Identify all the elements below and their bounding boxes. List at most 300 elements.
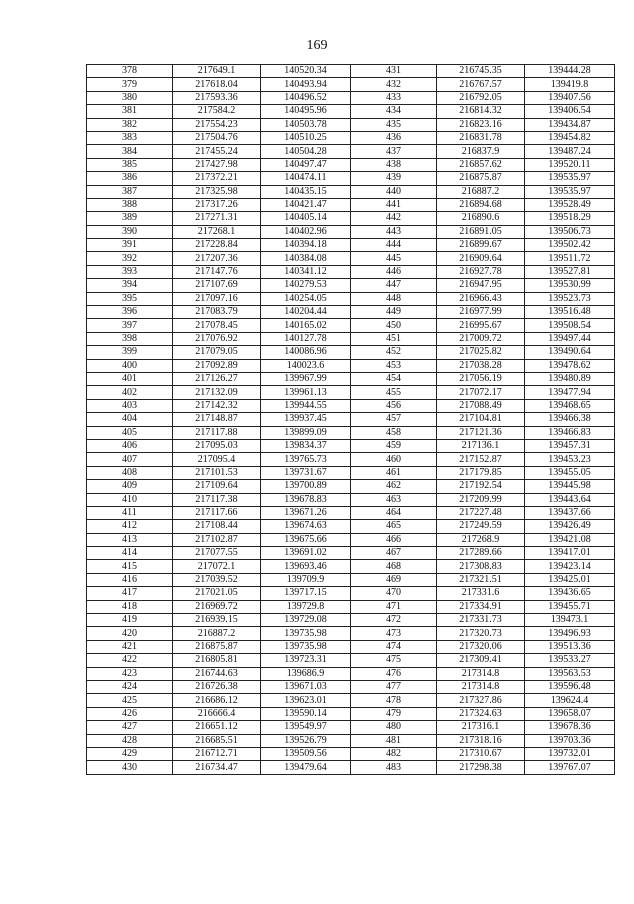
point-number-cell: 444 xyxy=(351,239,437,252)
point-number-cell: 470 xyxy=(351,587,437,600)
x-coordinate-cell: 217309.41 xyxy=(437,654,525,667)
y-coordinate-cell: 140510.25 xyxy=(261,131,351,144)
y-coordinate-cell: 139523.73 xyxy=(525,292,615,305)
point-number-cell: 418 xyxy=(87,600,173,613)
point-number-cell: 439 xyxy=(351,172,437,185)
table-row xyxy=(87,439,615,452)
y-coordinate-cell: 139700.89 xyxy=(261,480,351,493)
y-coordinate-cell: 139717.15 xyxy=(261,587,351,600)
point-number-cell: 441 xyxy=(351,198,437,211)
y-coordinate-cell: 140165.02 xyxy=(261,319,351,332)
y-coordinate-cell: 139732.01 xyxy=(525,747,615,760)
y-coordinate-cell: 139502.42 xyxy=(525,239,615,252)
x-coordinate-cell: 217314.8 xyxy=(437,667,525,680)
y-coordinate-cell: 139480.89 xyxy=(525,372,615,385)
point-number-cell: 408 xyxy=(87,466,173,479)
x-coordinate-cell: 217083.79 xyxy=(173,306,261,319)
point-number-cell: 381 xyxy=(87,105,173,118)
y-coordinate-cell: 139674.63 xyxy=(261,520,351,533)
table-row xyxy=(87,239,615,252)
x-coordinate-cell: 216899.67 xyxy=(437,239,525,252)
y-coordinate-cell: 139533.27 xyxy=(525,654,615,667)
point-number-cell: 423 xyxy=(87,667,173,680)
y-coordinate-cell: 139535.97 xyxy=(525,185,615,198)
point-number-cell: 433 xyxy=(351,91,437,104)
x-coordinate-cell: 217121.36 xyxy=(437,426,525,439)
x-coordinate-cell: 216744.63 xyxy=(173,667,261,680)
x-coordinate-cell: 217593.36 xyxy=(173,91,261,104)
point-number-cell: 409 xyxy=(87,480,173,493)
x-coordinate-cell: 217372.21 xyxy=(173,172,261,185)
point-number-cell: 450 xyxy=(351,319,437,332)
x-coordinate-cell: 217025.82 xyxy=(437,346,525,359)
x-coordinate-cell: 216805.81 xyxy=(173,654,261,667)
point-number-cell: 414 xyxy=(87,547,173,560)
point-number-cell: 398 xyxy=(87,332,173,345)
point-number-cell: 380 xyxy=(87,91,173,104)
point-number-cell: 382 xyxy=(87,118,173,131)
point-number-cell: 378 xyxy=(87,65,173,78)
table-row xyxy=(87,747,615,760)
y-coordinate-cell: 140520.34 xyxy=(261,65,351,78)
table-row xyxy=(87,667,615,680)
point-number-cell: 407 xyxy=(87,453,173,466)
x-coordinate-cell: 217088.49 xyxy=(437,399,525,412)
point-number-cell: 424 xyxy=(87,680,173,693)
y-coordinate-cell: 139473.1 xyxy=(525,614,615,627)
y-coordinate-cell: 139443.64 xyxy=(525,493,615,506)
point-number-cell: 471 xyxy=(351,600,437,613)
y-coordinate-cell: 139899.09 xyxy=(261,426,351,439)
y-coordinate-cell: 139478.62 xyxy=(525,359,615,372)
x-coordinate-cell: 217076.92 xyxy=(173,332,261,345)
table-row xyxy=(87,332,615,345)
point-number-cell: 478 xyxy=(351,694,437,707)
y-coordinate-cell: 139407.56 xyxy=(525,91,615,104)
x-coordinate-cell: 216685.51 xyxy=(173,734,261,747)
point-number-cell: 479 xyxy=(351,707,437,720)
y-coordinate-cell: 139506.73 xyxy=(525,225,615,238)
table-row xyxy=(87,654,615,667)
y-coordinate-cell: 139457.31 xyxy=(525,439,615,452)
x-coordinate-cell: 217101.53 xyxy=(173,466,261,479)
x-coordinate-cell: 217271.31 xyxy=(173,212,261,225)
x-coordinate-cell: 216831.78 xyxy=(437,131,525,144)
x-coordinate-cell: 217584.2 xyxy=(173,105,261,118)
table-row xyxy=(87,426,615,439)
table-row xyxy=(87,319,615,332)
point-number-cell: 406 xyxy=(87,439,173,452)
x-coordinate-cell: 217325.98 xyxy=(173,185,261,198)
y-coordinate-cell: 139944.55 xyxy=(261,399,351,412)
y-coordinate-cell: 140279.53 xyxy=(261,279,351,292)
x-coordinate-cell: 216927.78 xyxy=(437,265,525,278)
y-coordinate-cell: 139624.4 xyxy=(525,694,615,707)
x-coordinate-cell: 217209.99 xyxy=(437,493,525,506)
y-coordinate-cell: 139678.83 xyxy=(261,493,351,506)
y-coordinate-cell: 139508.54 xyxy=(525,319,615,332)
point-number-cell: 385 xyxy=(87,158,173,171)
x-coordinate-cell: 217072.17 xyxy=(437,386,525,399)
y-coordinate-cell: 139729.8 xyxy=(261,600,351,613)
point-number-cell: 425 xyxy=(87,694,173,707)
point-number-cell: 473 xyxy=(351,627,437,640)
x-coordinate-cell: 217317.26 xyxy=(173,198,261,211)
point-number-cell: 417 xyxy=(87,587,173,600)
point-number-cell: 446 xyxy=(351,265,437,278)
table-row xyxy=(87,480,615,493)
table-row xyxy=(87,533,615,546)
point-number-cell: 457 xyxy=(351,413,437,426)
y-coordinate-cell: 140405.14 xyxy=(261,212,351,225)
x-coordinate-cell: 217427.98 xyxy=(173,158,261,171)
page-number: 169 xyxy=(306,38,328,53)
point-number-cell: 468 xyxy=(351,560,437,573)
point-number-cell: 388 xyxy=(87,198,173,211)
y-coordinate-cell: 139468.65 xyxy=(525,399,615,412)
y-coordinate-cell: 140127.78 xyxy=(261,332,351,345)
x-coordinate-cell: 216966.43 xyxy=(437,292,525,305)
point-number-cell: 459 xyxy=(351,439,437,452)
table-row xyxy=(87,560,615,573)
x-coordinate-cell: 216890.6 xyxy=(437,212,525,225)
table-row xyxy=(87,761,615,774)
x-coordinate-cell: 217078.45 xyxy=(173,319,261,332)
x-coordinate-cell: 216875.87 xyxy=(437,172,525,185)
x-coordinate-cell: 216666.4 xyxy=(173,707,261,720)
table-row xyxy=(87,198,615,211)
y-coordinate-cell: 139530.99 xyxy=(525,279,615,292)
y-coordinate-cell: 139765.73 xyxy=(261,453,351,466)
y-coordinate-cell: 139729.08 xyxy=(261,614,351,627)
table-row xyxy=(87,306,615,319)
y-coordinate-cell: 139731.67 xyxy=(261,466,351,479)
table-row xyxy=(87,734,615,747)
table-row xyxy=(87,225,615,238)
point-number-cell: 413 xyxy=(87,533,173,546)
table-row xyxy=(87,627,615,640)
table-row xyxy=(87,520,615,533)
x-coordinate-cell: 217320.73 xyxy=(437,627,525,640)
point-number-cell: 474 xyxy=(351,640,437,653)
x-coordinate-cell: 217227.48 xyxy=(437,506,525,519)
y-coordinate-cell: 140086.96 xyxy=(261,346,351,359)
y-coordinate-cell: 139535.97 xyxy=(525,172,615,185)
y-coordinate-cell: 140495.96 xyxy=(261,105,351,118)
point-number-cell: 463 xyxy=(351,493,437,506)
y-coordinate-cell: 139496.93 xyxy=(525,627,615,640)
y-coordinate-cell: 139526.79 xyxy=(261,734,351,747)
point-number-cell: 383 xyxy=(87,131,173,144)
coordinates-table-body xyxy=(87,65,615,775)
table-row xyxy=(87,292,615,305)
table-row xyxy=(87,399,615,412)
point-number-cell: 387 xyxy=(87,185,173,198)
x-coordinate-cell: 217109.64 xyxy=(173,480,261,493)
point-number-cell: 426 xyxy=(87,707,173,720)
x-coordinate-cell: 216857.62 xyxy=(437,158,525,171)
y-coordinate-cell: 139623.01 xyxy=(261,694,351,707)
point-number-cell: 411 xyxy=(87,506,173,519)
point-number-cell: 403 xyxy=(87,399,173,412)
point-number-cell: 455 xyxy=(351,386,437,399)
x-coordinate-cell: 217021.05 xyxy=(173,587,261,600)
x-coordinate-cell: 217056.19 xyxy=(437,372,525,385)
x-coordinate-cell: 216894.68 xyxy=(437,198,525,211)
x-coordinate-cell: 216977.99 xyxy=(437,306,525,319)
point-number-cell: 434 xyxy=(351,105,437,118)
point-number-cell: 460 xyxy=(351,453,437,466)
point-number-cell: 379 xyxy=(87,78,173,91)
point-number-cell: 440 xyxy=(351,185,437,198)
x-coordinate-cell: 217039.52 xyxy=(173,573,261,586)
x-coordinate-cell: 216651.12 xyxy=(173,721,261,734)
table-row xyxy=(87,600,615,613)
y-coordinate-cell: 139426.49 xyxy=(525,520,615,533)
y-coordinate-cell: 139678.36 xyxy=(525,721,615,734)
x-coordinate-cell: 217126.27 xyxy=(173,372,261,385)
x-coordinate-cell: 216745.35 xyxy=(437,65,525,78)
point-number-cell: 416 xyxy=(87,573,173,586)
y-coordinate-cell: 139703.36 xyxy=(525,734,615,747)
y-coordinate-cell: 139445.98 xyxy=(525,480,615,493)
point-number-cell: 438 xyxy=(351,158,437,171)
y-coordinate-cell: 139528.49 xyxy=(525,198,615,211)
point-number-cell: 452 xyxy=(351,346,437,359)
x-coordinate-cell: 216726.38 xyxy=(173,680,261,693)
point-number-cell: 464 xyxy=(351,506,437,519)
table-row xyxy=(87,105,615,118)
y-coordinate-cell: 139693.46 xyxy=(261,560,351,573)
x-coordinate-cell: 217072.1 xyxy=(173,560,261,573)
x-coordinate-cell: 217117.38 xyxy=(173,493,261,506)
y-coordinate-cell: 139527.81 xyxy=(525,265,615,278)
x-coordinate-cell: 217618.04 xyxy=(173,78,261,91)
point-number-cell: 421 xyxy=(87,640,173,653)
y-coordinate-cell: 139549.97 xyxy=(261,721,351,734)
x-coordinate-cell: 217316.1 xyxy=(437,721,525,734)
table-row xyxy=(87,680,615,693)
point-number-cell: 427 xyxy=(87,721,173,734)
x-coordinate-cell: 217228.84 xyxy=(173,239,261,252)
x-coordinate-cell: 217079.05 xyxy=(173,346,261,359)
x-coordinate-cell: 217009.72 xyxy=(437,332,525,345)
x-coordinate-cell: 217148.87 xyxy=(173,413,261,426)
point-number-cell: 462 xyxy=(351,480,437,493)
y-coordinate-cell: 139834.37 xyxy=(261,439,351,452)
point-number-cell: 465 xyxy=(351,520,437,533)
x-coordinate-cell: 217314.8 xyxy=(437,680,525,693)
y-coordinate-cell: 139511.72 xyxy=(525,252,615,265)
table-row xyxy=(87,65,615,78)
point-number-cell: 430 xyxy=(87,761,173,774)
y-coordinate-cell: 139425.01 xyxy=(525,573,615,586)
y-coordinate-cell: 139421.08 xyxy=(525,533,615,546)
point-number-cell: 481 xyxy=(351,734,437,747)
table-row xyxy=(87,279,615,292)
point-number-cell: 447 xyxy=(351,279,437,292)
point-number-cell: 477 xyxy=(351,680,437,693)
table-row xyxy=(87,359,615,372)
point-number-cell: 437 xyxy=(351,145,437,158)
y-coordinate-cell: 140204.44 xyxy=(261,306,351,319)
y-coordinate-cell: 139454.82 xyxy=(525,131,615,144)
point-number-cell: 422 xyxy=(87,654,173,667)
x-coordinate-cell: 217455.24 xyxy=(173,145,261,158)
table-row xyxy=(87,372,615,385)
y-coordinate-cell: 139767.07 xyxy=(525,761,615,774)
y-coordinate-cell: 139479.64 xyxy=(261,761,351,774)
point-number-cell: 436 xyxy=(351,131,437,144)
point-number-cell: 429 xyxy=(87,747,173,760)
x-coordinate-cell: 217268.1 xyxy=(173,225,261,238)
y-coordinate-cell: 139967.99 xyxy=(261,372,351,385)
x-coordinate-cell: 217334.91 xyxy=(437,600,525,613)
point-number-cell: 428 xyxy=(87,734,173,747)
y-coordinate-cell: 139671.26 xyxy=(261,506,351,519)
x-coordinate-cell: 217192.54 xyxy=(437,480,525,493)
y-coordinate-cell: 139417.01 xyxy=(525,547,615,560)
y-coordinate-cell: 140421.47 xyxy=(261,198,351,211)
point-number-cell: 449 xyxy=(351,306,437,319)
point-number-cell: 384 xyxy=(87,145,173,158)
point-number-cell: 476 xyxy=(351,667,437,680)
point-number-cell: 432 xyxy=(351,78,437,91)
y-coordinate-cell: 140394.18 xyxy=(261,239,351,252)
y-coordinate-cell: 140341.12 xyxy=(261,265,351,278)
y-coordinate-cell: 139455.05 xyxy=(525,466,615,479)
y-coordinate-cell: 140254.05 xyxy=(261,292,351,305)
y-coordinate-cell: 139466.38 xyxy=(525,413,615,426)
point-number-cell: 410 xyxy=(87,493,173,506)
table-row xyxy=(87,212,615,225)
point-number-cell: 394 xyxy=(87,279,173,292)
point-number-cell: 397 xyxy=(87,319,173,332)
x-coordinate-cell: 217107.69 xyxy=(173,279,261,292)
table-row xyxy=(87,466,615,479)
x-coordinate-cell: 217249.59 xyxy=(437,520,525,533)
point-number-cell: 472 xyxy=(351,614,437,627)
y-coordinate-cell: 139658.07 xyxy=(525,707,615,720)
point-number-cell: 390 xyxy=(87,225,173,238)
point-number-cell: 456 xyxy=(351,399,437,412)
point-number-cell: 469 xyxy=(351,573,437,586)
x-coordinate-cell: 217117.88 xyxy=(173,426,261,439)
x-coordinate-cell: 217504.76 xyxy=(173,131,261,144)
y-coordinate-cell: 139518.29 xyxy=(525,212,615,225)
x-coordinate-cell: 216887.2 xyxy=(173,627,261,640)
y-coordinate-cell: 139466.83 xyxy=(525,426,615,439)
table-row xyxy=(87,694,615,707)
y-coordinate-cell: 140435.15 xyxy=(261,185,351,198)
point-number-cell: 415 xyxy=(87,560,173,573)
point-number-cell: 431 xyxy=(351,65,437,78)
x-coordinate-cell: 217104.81 xyxy=(437,413,525,426)
x-coordinate-cell: 216823.16 xyxy=(437,118,525,131)
x-coordinate-cell: 216814.32 xyxy=(437,105,525,118)
point-number-cell: 405 xyxy=(87,426,173,439)
y-coordinate-cell: 140384.08 xyxy=(261,252,351,265)
y-coordinate-cell: 140504.28 xyxy=(261,145,351,158)
table-row xyxy=(87,158,615,171)
y-coordinate-cell: 139455.71 xyxy=(525,600,615,613)
x-coordinate-cell: 216891.05 xyxy=(437,225,525,238)
point-number-cell: 435 xyxy=(351,118,437,131)
x-coordinate-cell: 217097.16 xyxy=(173,292,261,305)
y-coordinate-cell: 139686.9 xyxy=(261,667,351,680)
y-coordinate-cell: 140474.11 xyxy=(261,172,351,185)
table-row xyxy=(87,493,615,506)
y-coordinate-cell: 139590.14 xyxy=(261,707,351,720)
y-coordinate-cell: 139490.64 xyxy=(525,346,615,359)
point-number-cell: 461 xyxy=(351,466,437,479)
table-row xyxy=(87,386,615,399)
y-coordinate-cell: 139709.9 xyxy=(261,573,351,586)
y-coordinate-cell: 139423.14 xyxy=(525,560,615,573)
point-number-cell: 402 xyxy=(87,386,173,399)
point-number-cell: 453 xyxy=(351,359,437,372)
point-number-cell: 393 xyxy=(87,265,173,278)
table-row xyxy=(87,587,615,600)
y-coordinate-cell: 139437.66 xyxy=(525,506,615,519)
x-coordinate-cell: 217077.55 xyxy=(173,547,261,560)
x-coordinate-cell: 216686.12 xyxy=(173,694,261,707)
table-row xyxy=(87,118,615,131)
y-coordinate-cell: 139444.28 xyxy=(525,65,615,78)
point-number-cell: 396 xyxy=(87,306,173,319)
x-coordinate-cell: 216875.87 xyxy=(173,640,261,653)
table-row xyxy=(87,91,615,104)
x-coordinate-cell: 217324.63 xyxy=(437,707,525,720)
table-row xyxy=(87,614,615,627)
point-number-cell: 392 xyxy=(87,252,173,265)
x-coordinate-cell: 216792.05 xyxy=(437,91,525,104)
table-row xyxy=(87,413,615,426)
y-coordinate-cell: 139520.11 xyxy=(525,158,615,171)
y-coordinate-cell: 139735.98 xyxy=(261,627,351,640)
point-number-cell: 475 xyxy=(351,654,437,667)
y-coordinate-cell: 140503.78 xyxy=(261,118,351,131)
table-row xyxy=(87,573,615,586)
x-coordinate-cell: 216969.72 xyxy=(173,600,261,613)
point-number-cell: 451 xyxy=(351,332,437,345)
point-number-cell: 386 xyxy=(87,172,173,185)
table-row xyxy=(87,346,615,359)
x-coordinate-cell: 217268.9 xyxy=(437,533,525,546)
x-coordinate-cell: 217331.6 xyxy=(437,587,525,600)
x-coordinate-cell: 217321.51 xyxy=(437,573,525,586)
x-coordinate-cell: 217117.66 xyxy=(173,506,261,519)
point-number-cell: 401 xyxy=(87,372,173,385)
point-number-cell: 454 xyxy=(351,372,437,385)
point-number-cell: 445 xyxy=(351,252,437,265)
point-number-cell: 395 xyxy=(87,292,173,305)
table-row xyxy=(87,78,615,91)
point-number-cell: 419 xyxy=(87,614,173,627)
y-coordinate-cell: 140023.6 xyxy=(261,359,351,372)
point-number-cell: 443 xyxy=(351,225,437,238)
table-row xyxy=(87,547,615,560)
table-row xyxy=(87,640,615,653)
table-row xyxy=(87,265,615,278)
point-number-cell: 399 xyxy=(87,346,173,359)
x-coordinate-cell: 217308.83 xyxy=(437,560,525,573)
y-coordinate-cell: 139691.02 xyxy=(261,547,351,560)
y-coordinate-cell: 139453.23 xyxy=(525,453,615,466)
x-coordinate-cell: 217095.03 xyxy=(173,439,261,452)
y-coordinate-cell: 140496.52 xyxy=(261,91,351,104)
x-coordinate-cell: 217649.1 xyxy=(173,65,261,78)
